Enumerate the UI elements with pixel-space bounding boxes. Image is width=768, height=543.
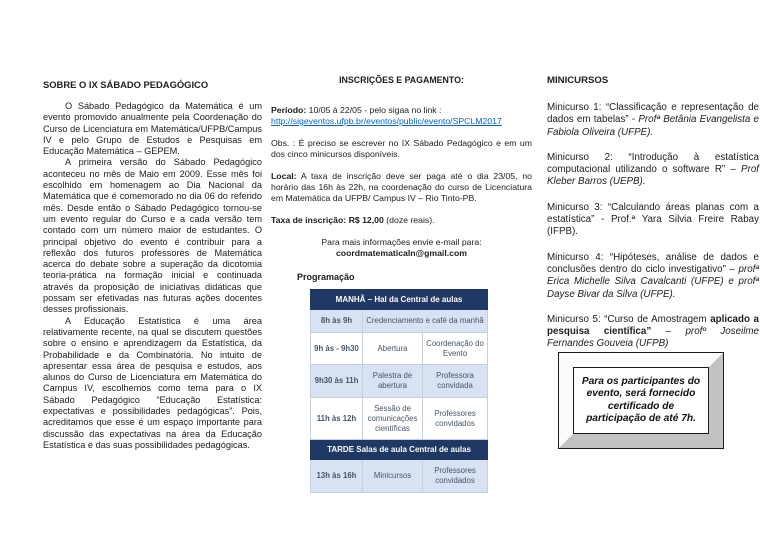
contact-email: coordmatematicaln@gmail.com	[335, 248, 468, 258]
schedule-activity-cell: Credenciamento e café da manhã	[363, 310, 488, 333]
schedule-activity-cell: Minicursos	[363, 460, 423, 493]
local-paragraph	[271, 171, 532, 204]
schedule-time-cell: 9h30 às 11h	[311, 365, 363, 398]
certificate-text: Para os participantes do evento, será fornecido certificado de participação de até 7h.	[573, 367, 709, 434]
schedule-activity-cell: Sessão de comunicações científicas	[363, 397, 423, 439]
minicourse-bold: aplicado a pesquisa científica”	[547, 313, 759, 338]
fee-text: (doze reais).	[383, 215, 435, 225]
minicourse-professors: Profª Betânia Evangelista e Fabiola Oliveira (UFPE).	[547, 114, 759, 138]
minicourse-professors: Prof Kleber Barros (UEPB).	[547, 164, 759, 188]
minicourse-text: Minicurso 2: “Introdução à estatística computacional utilizando o software R” –	[547, 151, 759, 176]
schedule-table	[310, 289, 488, 493]
schedule-row	[311, 460, 488, 493]
period-text: 10/05 à 22/05 - pelo sigaa no link :	[306, 105, 442, 115]
schedule-activity-cell: Abertura	[363, 332, 423, 365]
minicourse-professors: profº Joseilme Fernandes Gouveia (UFPB)	[547, 326, 759, 350]
minicourse-item-1	[547, 102, 759, 139]
afternoon-header: TARDE Salas de aula Central de aulas	[311, 440, 488, 460]
minicourse-text: Minicurso 4: “Hipóteses, análise de dados e conclusões dentro do ciclo investigativo” –	[547, 251, 759, 275]
schedule-time-cell: 8h às 9h	[311, 310, 363, 333]
morning-header: MANHÃ – Hal da Central de aulas	[311, 290, 488, 310]
schedule-activity-cell: Palestra de abertura	[363, 365, 423, 398]
schedule-people-cell: Professores convidados	[423, 460, 488, 493]
schedule-people-cell: Professora convidada	[423, 365, 488, 398]
minicourse-item-2	[547, 152, 759, 189]
minicourses-column	[547, 75, 759, 364]
period-paragraph	[271, 105, 532, 127]
about-paragraph-3: A Educação Estatística é uma área relativamente recente, na qual se discutem questões sobre o ensino e aprendizagem da Estatística, da Probabilidade e da Combinatória. No intuito de apresentar essa área de pesquisa e estudos, aos alunos do Curso de Licenciatura em Matemática do Campus IV, escolhemos como tema para o IX Sábado Pedagógico “Educação Estatística: expectativas e possibilidades pedagógicas”. Pois, acreditamos que esse é um espaço importante para discussão das expectativas na área da Educação Estatística e das suas possibilidades pedagógicas.	[43, 315, 262, 450]
local-label: Local:	[271, 171, 297, 181]
registration-link[interactable]: http://sigeventos.ufpb.br/eventos/public/evento/SPCLM2017	[271, 116, 502, 126]
minicourse-text: Minicurso 3: “Calculando áreas planas com a estatística” - Prof.ª Yara Silvia Freire Rabay (IFPB).	[547, 201, 759, 238]
minicourse-item-5	[547, 314, 759, 351]
schedule-people-cell: Coordenação do Evento	[423, 332, 488, 365]
schedule-people-cell: Professores convidados	[423, 397, 488, 439]
obs-paragraph: Obs. : É preciso se escrever no IX Sábado Pedagógico e em um dos cinco minicursos disponíveis.	[271, 138, 532, 159]
local-text: A taxa de inscrição deve ser paga até o dia 23/05, no horário das 16h às 22h, na coordenação do curso de Licenciatura em Matemática da UFPB/ Campus IV – Rio Tinto-PB.	[271, 171, 532, 203]
registration-title: INSCRIÇÕES E PAGAMENTO:	[339, 75, 464, 85]
registration-column	[271, 75, 532, 493]
about-paragraph-2: A primeira versão do Sábado Pedagógico aconteceu no mês de Maio em 2009. Esse mês foi escolhido em homenagem ao Dia Nacional da Matemática que é comemorado no dia 06 do referido mês. Desde então o Sábado Pedagógico tornou-se um evento regular do Curso e a cada versão tem contado com um número maior de estudantes. O principal objetivo do evento é contribuir para a reflexão dos futuros professores de Matemática acerca do debate sobre a superação da dicotomia teoria-prática na formação inicial e continuada através da proposição de iniciativas didáticas que possam ser efetivadas nas futuras ações docentes desses profissionais.	[43, 157, 262, 315]
minicourse-text: Minicurso 1: “Classificação e representação de dados em tabelas” -	[547, 102, 759, 126]
schedule-time-cell: 13h às 16h	[311, 460, 363, 493]
schedule-time-cell: 11h às 12h	[311, 397, 363, 439]
fee-label: Taxa de inscrição: R$ 12,00	[271, 215, 384, 225]
schedule-row	[311, 332, 488, 365]
fee-paragraph	[271, 215, 532, 226]
minicourse-professors: profª Erica Michelle Silva Cavalcanti (UFPE) e profª Dayse Bivar da Silva (UFPE).	[547, 263, 759, 300]
schedule-row	[311, 365, 488, 398]
minicourse-item-4	[547, 252, 759, 301]
period-label: Período:	[271, 105, 307, 115]
certificate-box	[559, 353, 723, 448]
info-line: Para mais informações envie e-mail para:	[321, 237, 482, 247]
about-title: SOBRE O IX SÁBADO PEDAGÓGICO	[43, 79, 209, 90]
minicourse-sep: –	[651, 326, 686, 338]
minicourses-title: MINICURSOS	[547, 75, 609, 86]
schedule-heading: Programação	[297, 272, 355, 282]
minicourse-item-3	[547, 202, 759, 239]
schedule-row	[311, 310, 488, 333]
minicourse-text: Minicurso 5: “Curso de Amostragem	[547, 313, 711, 325]
schedule-time-cell: 9h às - 9h30	[311, 332, 363, 365]
schedule-row	[311, 397, 488, 439]
about-column	[43, 79, 262, 451]
about-paragraph-1: O Sábado Pedagógico da Matemática é um evento promovido anualmente pela Coordenação do Curso de Licenciatura em Matemática/UFPB/Campus IV e pelo Grupo de Estudos e Pesquisas em Educação Matemática – GEPEM.	[43, 101, 262, 157]
